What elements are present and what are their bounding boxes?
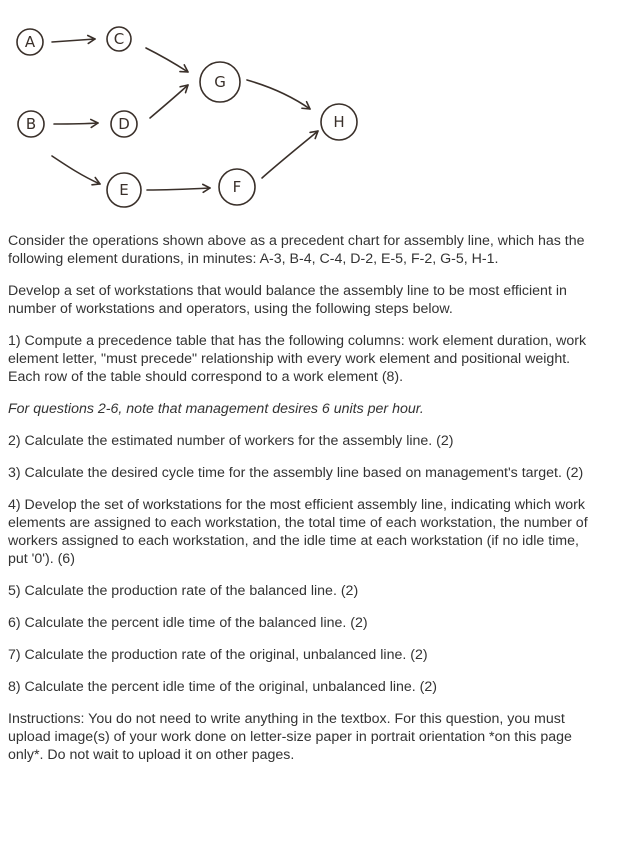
edge-e-f bbox=[147, 188, 210, 190]
node-h bbox=[321, 104, 357, 140]
precedence-diagram bbox=[0, 0, 637, 225]
node-a bbox=[17, 29, 43, 55]
edge-b-d bbox=[54, 123, 98, 124]
node-c bbox=[107, 27, 131, 51]
node-b-label: B bbox=[25, 115, 37, 133]
question-text bbox=[8, 232, 593, 778]
goal-paragraph: Develop a set of workstations that would balance the assembly line to be most efficient in number of workstations and operators, using the following steps below. bbox=[8, 283, 567, 317]
question-3: 3) Calculate the desired cycle time for the assembly line based on management's target. (2) bbox=[8, 465, 584, 481]
node-h-label: H bbox=[333, 113, 345, 131]
question-8: 8) Calculate the percent idle time of the original, unbalanced line. (2) bbox=[8, 679, 438, 695]
question-5: 5) Calculate the production rate of the balanced line. (2) bbox=[8, 583, 359, 599]
question-2: 2) Calculate the estimated number of workers for the assembly line. (2) bbox=[8, 433, 454, 449]
edge-f-h bbox=[262, 131, 318, 178]
edge-g-h bbox=[247, 80, 310, 109]
node-f bbox=[219, 169, 255, 205]
node-d bbox=[111, 111, 137, 137]
question-6: 6) Calculate the percent idle time of the balanced line. (2) bbox=[8, 615, 368, 631]
edge-a-c bbox=[52, 39, 95, 42]
question-1: 1) Compute a precedence table that has the following columns: work element duration, work element letter, "must precede" relationship with every work element and positional weight. Each row of the table should correspond to a work element (8). bbox=[8, 333, 587, 385]
question-4: 4) Develop the set of workstations for the most efficient assembly line, indicating which work elements are assigned to each workstation, the total time of each workstation, the number of workers assigned to each workstation, and the idle time at each workstation (if no idle time, put '0'). (6) bbox=[8, 497, 588, 567]
node-b bbox=[18, 111, 44, 137]
node-a-label: A bbox=[24, 33, 36, 51]
node-f-label: F bbox=[232, 178, 242, 196]
precedence-diagram-svg bbox=[0, 0, 637, 225]
question-7: 7) Calculate the production rate of the original, unbalanced line. (2) bbox=[8, 647, 428, 663]
management-note: For questions 2-6, note that management desires 6 units per hour. bbox=[8, 401, 424, 417]
edge-d-g bbox=[150, 85, 188, 118]
edge-b-e bbox=[52, 156, 100, 184]
node-e bbox=[107, 173, 141, 207]
intro-paragraph: Consider the operations shown above as a precedent chart for assembly line, which has the following element durations, in minutes: A-3, B-4, C-4, D-2, E-5, F-2, G-5, H-1. bbox=[8, 233, 585, 267]
node-g-label: G bbox=[214, 73, 226, 91]
upload-instructions: Instructions: You do not need to write anything in the textbox. For this question, you must upload image(s) of your work done on letter-size paper in portrait orientation *on this page only*. Do not wait to upload it on other pages. bbox=[8, 711, 572, 763]
node-c-label: C bbox=[113, 30, 125, 48]
node-d-label: D bbox=[118, 115, 130, 133]
node-e-label: E bbox=[119, 181, 129, 199]
edge-c-g bbox=[146, 48, 188, 72]
node-g bbox=[200, 62, 240, 102]
